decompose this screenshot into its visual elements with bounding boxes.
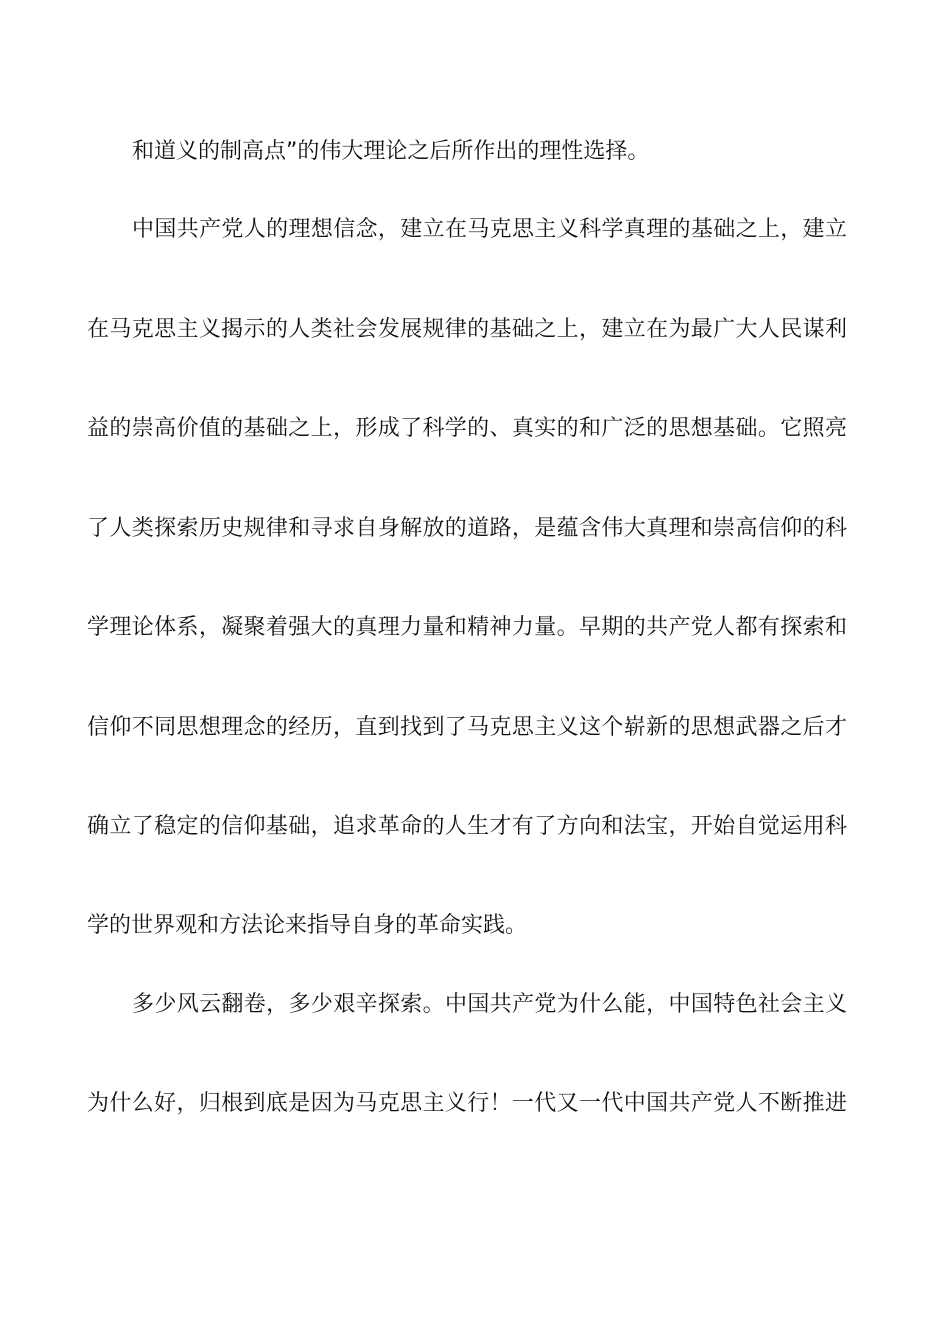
paragraph-line: 学的世界观和方法论来指导自身的革命实践。 — [87, 913, 528, 938]
paragraph-line: 了人类探索历史规律和寻求自身解放的道路，是蕴含伟大真理和崇高信仰的科 — [87, 516, 847, 541]
paragraph-line: 学理论体系，凝聚着强大的真理力量和精神力量。早期的共产党人都有探索和 — [87, 615, 847, 640]
paragraph-line: 多少风云翻卷，多少艰辛探索。中国共产党为什么能，中国特色社会主义 — [132, 992, 847, 1017]
paragraph-line: 中国共产党人的理想信念，建立在马克思主义科学真理的基础之上，建立 — [132, 217, 847, 242]
paragraph-line: 信仰不同思想理念的经历，直到找到了马克思主义这个崭新的思想武器之后才 — [87, 715, 847, 740]
paragraph-line: 和道义的制高点”的伟大理论之后所作出的理性选择。 — [132, 139, 650, 164]
paragraph-line: 确立了稳定的信仰基础，追求革命的人生才有了方向和法宝，开始自觉运用科 — [87, 814, 847, 839]
paragraph-line: 益的崇高价值的基础之上，形成了科学的、真实的和广泛的思想基础。它照亮 — [87, 416, 847, 441]
paragraph-line: 为什么好，归根到底是因为马克思主义行！一代又一代中国共产党人不断推进 — [87, 1091, 847, 1116]
paragraph-line: 在马克思主义揭示的人类社会发展规律的基础之上，建立在为最广大人民谋利 — [87, 317, 847, 342]
